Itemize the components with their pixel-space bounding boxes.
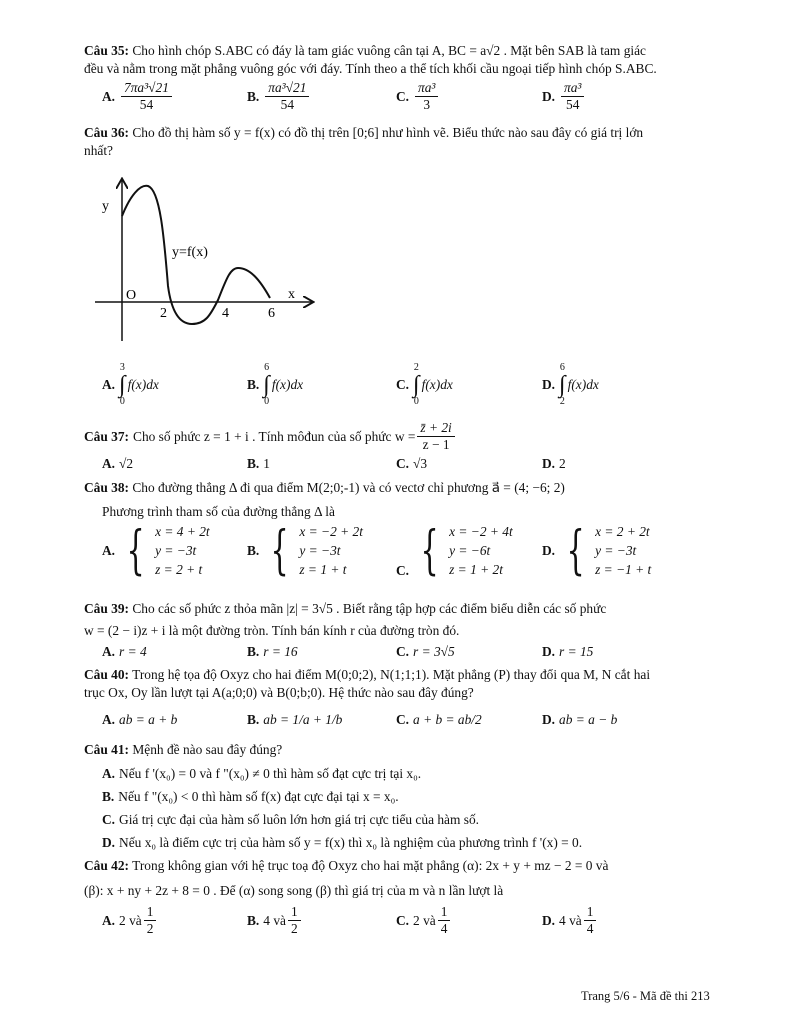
option-d[interactable]: D. r = 15 (542, 644, 594, 659)
question-text: Cho các số phức z thỏa mãn |z| = 3√5 . Biết rằng tập hợp các điểm biểu diễn các số phức (132, 601, 607, 616)
question-label: Câu 40: (84, 667, 130, 682)
answer-options-40 (102, 712, 722, 742)
option-a[interactable]: A. √2 (102, 456, 134, 471)
question-text: Mệnh đề nào sau đây đúng? (132, 742, 283, 757)
question-text: Cho đồ thị hàm số y = f(x) có đồ thị trên [0;6] như hình vẽ. Biểu thức nào sau đây có giá trị lớn (132, 125, 644, 140)
w-fraction: $\frac{z̄ + 2i}{z - 1}$ (417, 420, 454, 453)
option-c[interactable]: C. Giá trị cực đại của hàm số luôn lớn hơn giá trị cực tiểu của hàm số. (102, 812, 480, 827)
question-text: Cho hình chóp S.ABC có đáy là tam giác vuông cân tại A, BC = a√2 . Mặt bên SAB là tam giác (132, 43, 646, 58)
question-label: Câu 37: (84, 428, 130, 444)
option-b[interactable]: B. ab = 1/a + 1/b (247, 712, 343, 727)
answer-options-38 (102, 522, 722, 584)
option-d[interactable]: D. 2 (542, 456, 566, 471)
option-a[interactable]: A. Nếu f '(x₀) = 0 và f "(x₀) ≠ 0 thì hàm số đạt cực trị tại x₀. (102, 766, 422, 781)
option-d[interactable]: D. ab = a − b (542, 712, 618, 727)
question-label: Câu 41: (84, 742, 130, 757)
answer-options-36 (102, 362, 722, 412)
question-41 (84, 741, 724, 759)
answer-options-41 (102, 762, 722, 854)
tick-label-4: 4 (222, 306, 229, 321)
question-label: Câu 36: (84, 125, 130, 140)
function-graph (90, 176, 320, 346)
curve-label: y=f(x) (172, 245, 208, 260)
question-label: Câu 42: (84, 858, 130, 873)
option-a[interactable]: A. { x = 4 + 2t y = −3t z = 2 + t (102, 520, 210, 581)
option-b[interactable]: B. 6 ∫ 0 f(x)dx (247, 362, 304, 407)
question-text-cont: (β): x + ny + 2z + 8 = 0 . Để (α) song song (β) thì giá trị của m và n lần lượt là (84, 883, 504, 898)
page-footer: Trang 5/6 - Mã đề thi 213 (581, 989, 710, 1003)
option-d[interactable]: D. 4 và $\frac{1}{4}$ (542, 904, 598, 937)
question-40 (84, 666, 724, 702)
option-a[interactable]: A. r = 4 (102, 644, 147, 659)
answer-options-42 (102, 904, 722, 940)
x-axis-label: x (288, 287, 295, 302)
option-b[interactable]: B. { x = −2 + 2t y = −3t z = 1 + t (247, 520, 363, 581)
question-42 (84, 853, 724, 903)
option-a[interactable]: A. 2 và $\frac{1}{2}$ (102, 904, 158, 937)
question-text-cont: đều và nằm trong mặt phẳng vuông góc với đáy. Tính theo a thể tích khối cầu ngoại tiếp hình chóp S.ABC. (84, 61, 657, 76)
question-text: Cho số phức z = 1 + i . Tính môđun của số phức w = (133, 428, 416, 444)
option-c[interactable]: C. 2 ∫ 0 f(x)dx (396, 362, 453, 407)
question-text: Trong không gian với hệ trục toạ độ Oxyz cho hai mặt phẳng (α): 2x + y + mz − 2 = 0 và (132, 858, 609, 873)
question-37 (84, 420, 724, 453)
option-c[interactable]: C. √3 (396, 456, 428, 471)
question-label: Câu 39: (84, 601, 130, 616)
question-38 (84, 479, 724, 497)
question-text: Cho đường thẳng Δ đi qua điểm M(2;0;-1) và có vectơ chỉ phương a⃗ = (4; −6; 2) (132, 480, 565, 495)
tick-label-2: 2 (160, 306, 167, 321)
option-d[interactable]: D. { x = 2 + 2t y = −3t z = −1 + t (542, 520, 652, 581)
option-d[interactable]: D. Nếu x₀ là điểm cực trị của hàm số y = f(x) thì x₀ là nghiệm của phương trình f '(x) = 0. (102, 835, 583, 850)
tick-label-6: 6 (268, 306, 275, 321)
option-c[interactable]: C. a + b = ab/2 (396, 712, 482, 727)
option-b[interactable]: B. Nếu f "(x₀) < 0 thì hàm số f(x) đạt cực đại tại x = x₀. (102, 789, 399, 804)
question-text-cont: w = (2 − i)z + i là một đường tròn. Tính bán kính r của đường tròn đó. (84, 623, 460, 638)
answer-options-39 (102, 644, 722, 664)
option-c[interactable]: C. $\frac{\text{πa³}}{3}$ (396, 80, 440, 113)
question-text-cont: trục Ox, Oy lần lượt tại A(a;0;0) và B(0;b;0). Hệ thức nào sau đây đúng? (84, 685, 474, 700)
option-a[interactable]: A. ab = a + b (102, 712, 178, 727)
option-a[interactable]: A. $\frac{\text{7πa³√21}}{54}$ (102, 80, 174, 113)
question-text: Trong hệ tọa độ Oxyz cho hai điểm M(0;0;2), N(1;1;1). Mặt phẳng (P) thay đổi qua M, N cắt hai (132, 667, 651, 682)
option-b[interactable]: B. $\frac{\text{πa³√21}}{54}$ (247, 80, 311, 113)
option-b[interactable]: B. r = 16 (247, 644, 298, 659)
option-a[interactable]: A. 3 ∫ 0 f(x)dx (102, 362, 159, 407)
answer-options-37 (102, 456, 722, 476)
question-label: Câu 38: (84, 480, 130, 495)
option-b[interactable]: B. 1 (247, 456, 270, 471)
option-d[interactable]: D. 6 ∫ 2 f(x)dx (542, 362, 599, 407)
origin-label: O (126, 288, 137, 303)
option-b[interactable]: B. 4 và $\frac{1}{2}$ (247, 904, 303, 937)
question-36 (84, 124, 724, 160)
question-38-subtext: Phương trình tham số của đường thẳng Δ là (102, 504, 335, 519)
question-text-cont: nhất? (84, 143, 113, 158)
y-axis-label: y (102, 199, 109, 214)
question-label: Câu 35: (84, 43, 130, 58)
answer-options-35 (102, 80, 722, 110)
option-c[interactable]: C. r = 3√5 (396, 644, 455, 659)
question-35 (84, 42, 724, 78)
option-c[interactable]: C. 2 và $\frac{1}{4}$ (396, 904, 452, 937)
option-d[interactable]: D. $\frac{\text{πa³}}{54}$ (542, 80, 586, 113)
option-c[interactable]: C. { x = −2 + 4t y = −6t z = 1 + 2t (396, 520, 513, 581)
question-39 (84, 598, 724, 642)
